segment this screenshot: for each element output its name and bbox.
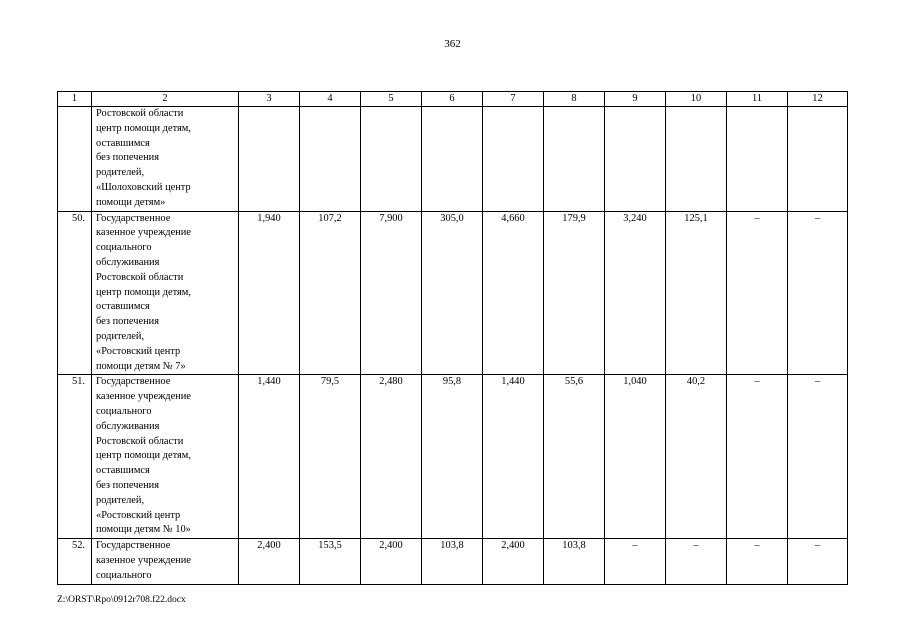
data-table (57, 91, 848, 585)
column-header-7: 7 (483, 92, 544, 107)
column-header-3: 3 (239, 92, 300, 107)
institution-name-line: Государственное (96, 212, 171, 224)
value-cell-col-9: – (605, 539, 666, 584)
value-cell-col-8: 103,8 (544, 539, 605, 584)
value-cell-col-11: – (727, 211, 788, 375)
row-number: 52. (58, 539, 92, 584)
value-cell-col-7: 1,440 (483, 375, 544, 539)
value-cell-col-8: 179,9 (544, 211, 605, 375)
table-row (58, 211, 848, 375)
value-cell-col-6: 95,8 (422, 375, 483, 539)
column-header-10: 10 (666, 92, 727, 107)
column-header-6: 6 (422, 92, 483, 107)
value-cell-col-5: 2,400 (361, 539, 422, 584)
value-cell-col-7: 4,660 (483, 211, 544, 375)
institution-name-line: Ростовской области (96, 108, 184, 119)
value-cell-col-4: 153,5 (300, 539, 361, 584)
institution-name-line: без попечения (96, 152, 159, 164)
value-cell-col-9 (605, 107, 666, 212)
institution-name-line: без попечения (96, 479, 159, 491)
institution-name-line: казенное учреждение (96, 391, 191, 403)
value-cell-col-7: 2,400 (483, 539, 544, 584)
column-header-8: 8 (544, 92, 605, 107)
institution-name-line: оставшимся (96, 137, 150, 149)
row-number (58, 107, 92, 212)
institution-name-line: центр помощи детям, (96, 122, 191, 134)
value-cell-col-4 (300, 107, 361, 212)
value-cell-col-12: – (788, 211, 848, 375)
value-cell-col-8: 55,6 (544, 375, 605, 539)
value-cell-col-6: 305,0 (422, 211, 483, 375)
value-cell-col-8 (544, 107, 605, 212)
value-cell-col-4: 107,2 (300, 211, 361, 375)
value-cell-col-3: 1,440 (239, 375, 300, 539)
institution-name (92, 211, 239, 375)
institution-name (92, 107, 239, 212)
institution-name-line: оставшимся (96, 465, 150, 477)
table-row (58, 375, 848, 539)
value-cell-col-3: 1,940 (239, 211, 300, 375)
value-cell-col-5 (361, 107, 422, 212)
institution-name-line: помощи детям № 10» (96, 524, 191, 536)
value-cell-col-6: 103,8 (422, 539, 483, 584)
institution-name-line: Ростовской области (96, 271, 184, 283)
column-header-12: 12 (788, 92, 848, 107)
table-row (58, 107, 848, 212)
institution-name-line: помощи детям № 7» (96, 360, 186, 372)
institution-name-line: социального (96, 242, 152, 254)
institution-name-line: казенное учреждение (96, 227, 191, 239)
institution-name-line: оставшимся (96, 301, 150, 313)
column-header-9: 9 (605, 92, 666, 107)
institution-name (92, 539, 239, 584)
institution-name-line: помощи детям» (96, 196, 166, 208)
value-cell-col-3 (239, 107, 300, 212)
value-cell-col-9: 3,240 (605, 211, 666, 375)
value-cell-col-10: – (666, 539, 727, 584)
value-cell-col-4: 79,5 (300, 375, 361, 539)
column-header-5: 5 (361, 92, 422, 107)
column-header-2: 2 (92, 92, 239, 107)
institution-name-line: центр помощи детям, (96, 286, 191, 298)
institution-name-line: центр помощи детям, (96, 450, 191, 462)
row-number: 51. (58, 375, 92, 539)
value-cell-col-3: 2,400 (239, 539, 300, 584)
institution-name-line: «Шолоховский центр (96, 181, 191, 193)
institution-name-line: социального (96, 405, 152, 417)
institution-name-line: социального (96, 569, 152, 581)
row-number: 50. (58, 211, 92, 375)
institution-name-line: Ростовской области (96, 435, 184, 447)
institution-name-line: родителей, (96, 167, 145, 179)
column-header-11: 11 (727, 92, 788, 107)
value-cell-col-11: – (727, 539, 788, 584)
institution-name-line: Государственное (96, 376, 171, 388)
institution-name-line: родителей, (96, 494, 145, 506)
value-cell-col-6 (422, 107, 483, 212)
value-cell-col-7 (483, 107, 544, 212)
institution-name-line: «Ростовский центр (96, 345, 181, 357)
institution-name-line: родителей, (96, 330, 145, 342)
column-header-1: 1 (58, 92, 92, 107)
column-header-4: 4 (300, 92, 361, 107)
institution-name-line: казенное учреждение (96, 554, 191, 566)
value-cell-col-10: 125,1 (666, 211, 727, 375)
header-row (58, 92, 848, 107)
institution-name-line: обслуживания (96, 420, 160, 432)
value-cell-col-11 (727, 107, 788, 212)
value-cell-col-5: 7,900 (361, 211, 422, 375)
value-cell-col-10: 40,2 (666, 375, 727, 539)
institution-name-line: обслуживания (96, 256, 160, 268)
file-path-footer: Z:\ORST\Rpo\0912r708.f22.docx (57, 595, 186, 605)
value-cell-col-12 (788, 107, 848, 212)
value-cell-col-9: 1,040 (605, 375, 666, 539)
institution-name-line: без попечения (96, 316, 159, 328)
value-cell-col-12: – (788, 375, 848, 539)
table-row (58, 539, 848, 584)
institution-name (92, 375, 239, 539)
value-cell-col-10 (666, 107, 727, 212)
institution-name-line: «Ростовский центр (96, 509, 181, 521)
value-cell-col-12: – (788, 539, 848, 584)
institution-name-line: Государственное (96, 540, 171, 552)
page-number: 362 (444, 38, 461, 50)
value-cell-col-5: 2,480 (361, 375, 422, 539)
value-cell-col-11: – (727, 375, 788, 539)
